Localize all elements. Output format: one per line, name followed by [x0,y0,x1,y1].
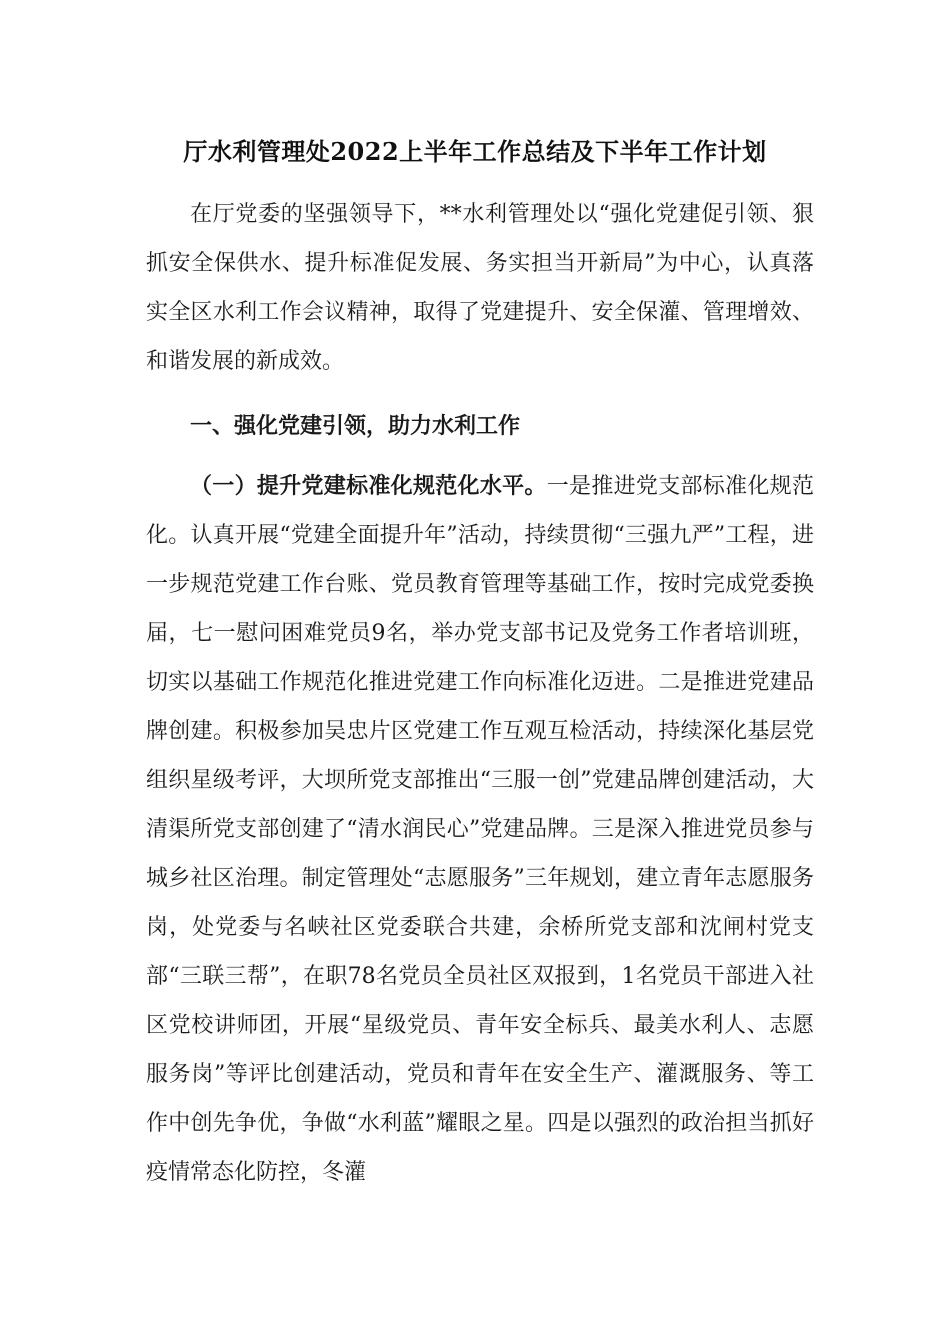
subsection-lead: （一）提升党建标准化规范化水平。 [190,473,547,499]
intro-paragraph: 在厅党委的坚强领导下，**水利管理处以“强化党建促引领、狠抓安全保供水、提升标准促发展、务实担当开新局”为中心，认真落实全区水利工作会议精神，取得了党建提升、安全保灌、管理增效、和谐发展的新成效。 [146,202,814,374]
document-title: 厅水利管理处2022上半年工作总结及下半年工作计划 [183,137,767,166]
subsection-body: 一是推进党支部标准化规范化。认真开展“党建全面提升年”活动，持续贯彻“三强九严”工程，进一步规范党建工作台账、党员教育管理等基础工作，按时完成党委换届，七一慰问困难党员9名，举办党支部书记及党务工作者培训班，切实以基础工作规范化推进党建工作向标准化迈进。二是推进党建品牌创建。积极参加吴忠片区党建工作互观互检活动，持续深化基层党组织星级考评，大坝所党支部推出“三服一创”党建品牌创建活动，大清渠所党支部创建了“清水润民心”党建品牌。三是深入推进党员参与城乡社区治理。制定管理处“志愿服务”三年规划，建立青年志愿服务岗，处党委与名峡社区党委联合共建，余桥所党支部和沈闸村党支部“三联三帮”，在职78名党员全员社区双报到，1名党员干部进入社区党校讲师团，开展“星级党员、青年安全标兵、最美水利人、志愿服务岗”等评比创建活动，党员和青年在安全生产、灌溉服务、等工作中创先争优，争做“水利蓝”耀眼之星。四是以强烈的政治担当抓好疫情常态化防控，冬灌 [146,474,814,1185]
subsection-paragraph [146,462,814,1197]
section-heading: 一、强化党建引领，助力水利工作 [190,413,521,439]
